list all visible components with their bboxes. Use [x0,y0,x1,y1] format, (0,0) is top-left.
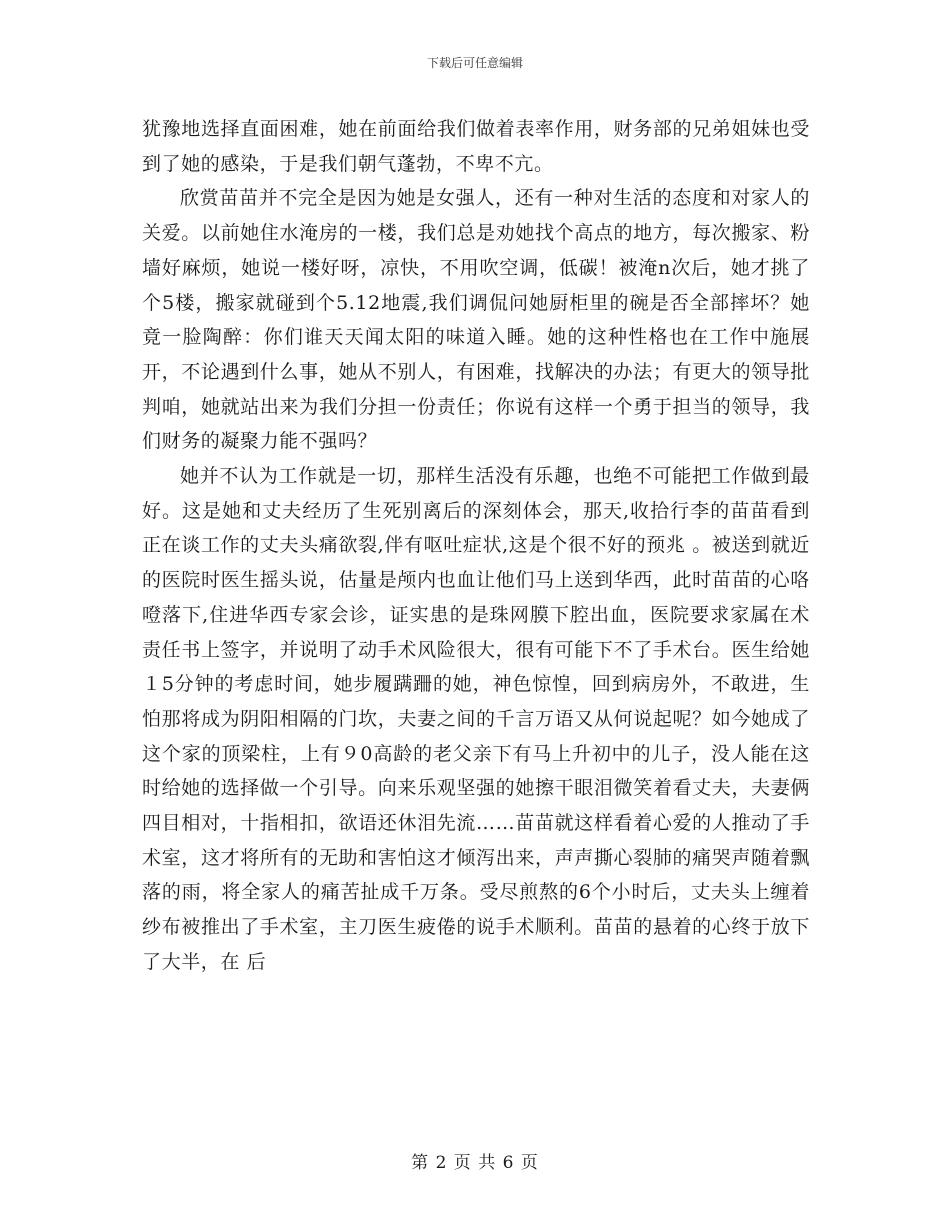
page-number: 第 2 页 共 6 页 [411,1153,539,1173]
paragraph-continuation: 犹豫地选择直面困难，她在前面给我们做着表率作用，财务部的兄弟姐妹也受到了她的感染，于是我们朝气蓬勃，不卑不亢。 [142,118,810,175]
paragraph: 欣赏苗苗并不完全是因为她是女强人，还有一种对生活的态度和对家人的关爱。以前她住水淹房的一楼，我们总是劝她找个高点的地方，每次搬家、粉墙好麻烦，她说一楼好呀，凉快，不用吹空调，低碳！被淹n次后，她才挑了个5楼，搬家就碰到个5.12地震,我们调侃问她厨柜里的碗是否全部摔坏？她竟一脸陶醉：你们谁天天闻太阳的味道入睡。她的这种性格也在工作中施展开，不论遇到什么事，她从不别人，有困难，找解决的办法；有更大的领导批判咱，她就站出来为我们分担一份责任；你说有这样一个勇于担当的领导，我们财务的凝聚力能不强吗？ [142,187,810,453]
paragraph: 她并不认为工作就是一切，那样生活没有乐趣，也绝不可能把工作做到最好。这是她和丈夫经历了生死别离后的深刻体会，那天,收拾行李的苗苗看到正在谈工作的丈夫头痛欲裂,伴有呕吐症状,这是个很不好的预兆 。被送到就近的医院时医生摇头说，估量是颅内也血让他们马上送到华西，此时苗苗的心咯噔落下,住进华西专家会诊，证实患的是珠网膜下腔出血，医院要求家属在术责任书上签字，并说明了动手术风险很大，很有可能下不了手术台。医生给她１5分钟的考虑时间，她步履蹒跚的她，神色惊惶，回到病房外，不敢进，生怕那将成为阴阳相隔的门坎，夫妻之间的千言万语又从何说起呢？如今她成了这个家的顶梁柱，上有９0高龄的老父亲下有马上升初中的儿子，没人能在这时给她的选择做一个引导。向来乐观坚强的她擦干眼泪微笑着看丈夫，夫妻俩四目相对，十指相扣，欲语还休泪先流……苗苗就这样看着心爱的人推动了手术室，这才将所有的无助和害怕这才倾泻出来，声声撕心裂肺的痛哭声随着飘落的雨，将全家人的痛苦扯成千万条。受尽煎熬的6个小时后，丈夫头上缠着纱布被推出了手术室，主刀医生疲倦的说手术顺利。苗苗的悬着的心终于放下了大半，在 后 [142,465,810,973]
page-header: 下载后可任意编辑 [426,56,523,70]
document-body [142,112,810,980]
